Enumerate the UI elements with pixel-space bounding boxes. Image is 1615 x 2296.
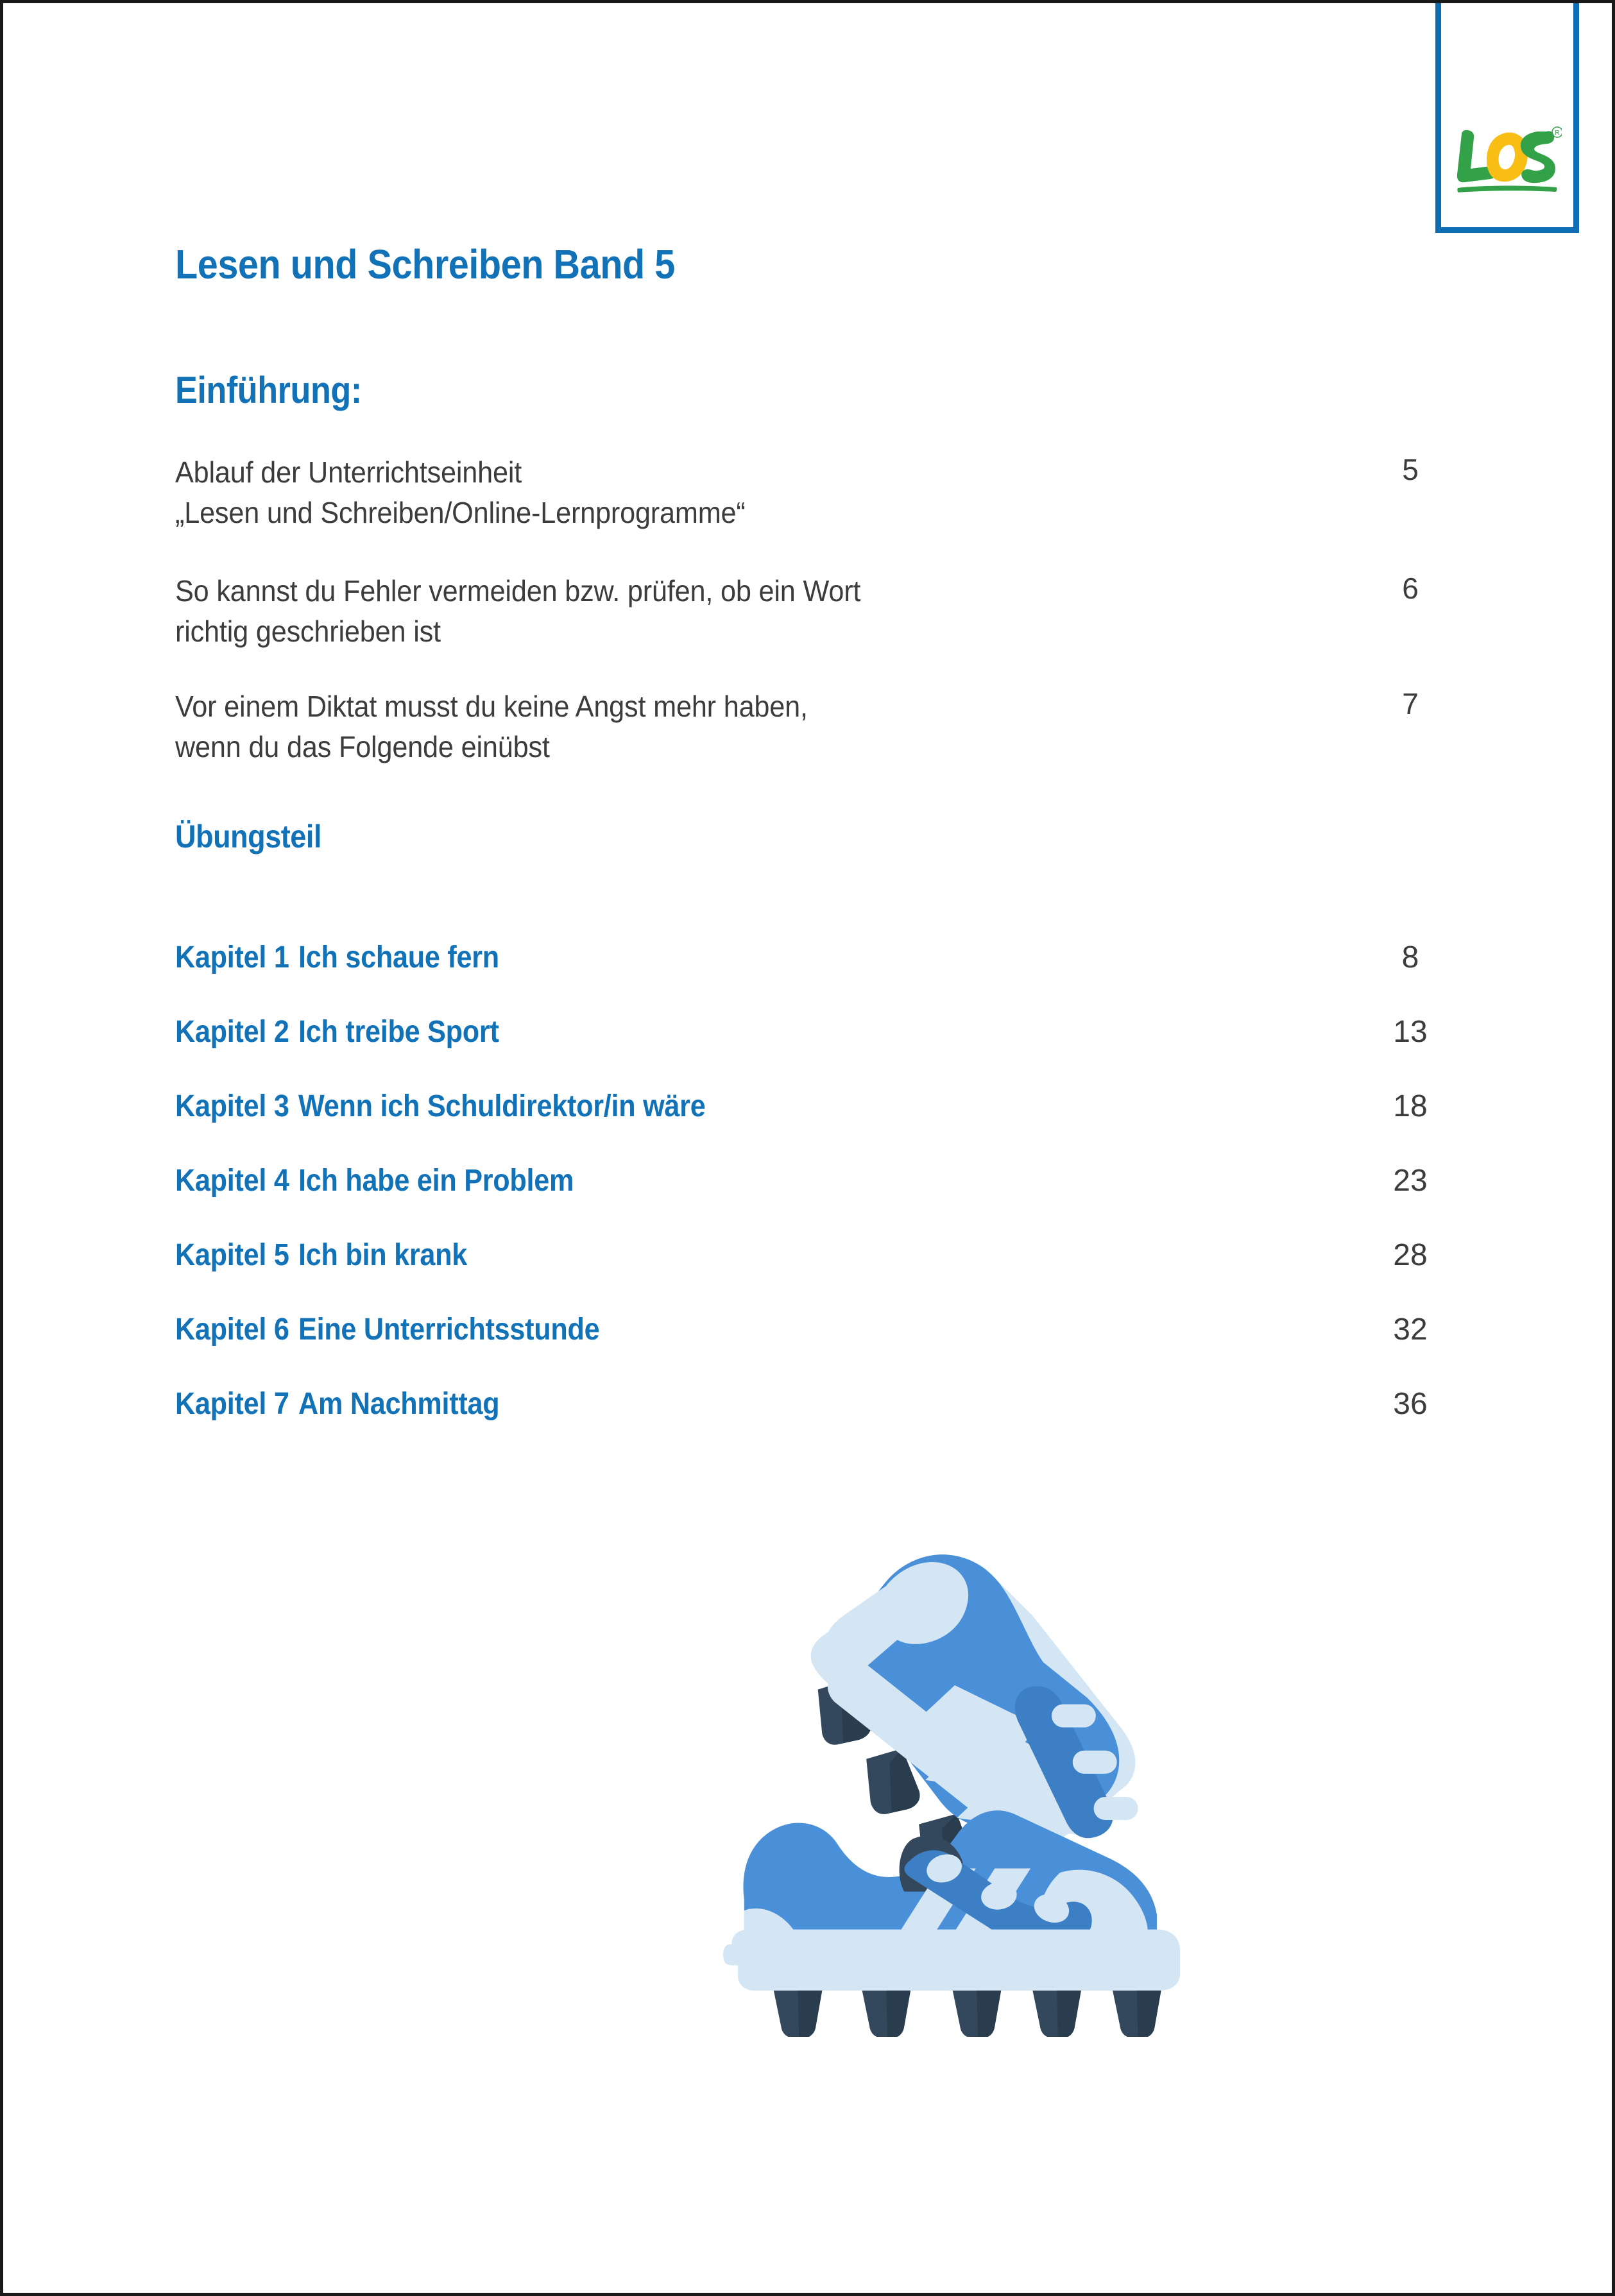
toc-chapter-row[interactable] [175,1312,1428,1350]
svg-text:R: R [1555,130,1560,137]
toc-chapter-label: Ich treibe Sport [298,1015,499,1049]
front-studs [774,1991,1161,2037]
toc-chapter-label: Am Nachmittag [298,1387,500,1421]
front-shoe-outsole [723,1930,1180,1991]
los-logo [1453,124,1562,194]
toc-chapter-number: Kapitel 4 [175,1164,289,1198]
toc-intro-line2: wenn du das Folgende einübst [175,729,550,763]
toc-chapter-title [175,1089,705,1124]
toc-chapter-title [175,1312,599,1347]
toc-chapter-title [175,940,499,975]
toc-chapter-row[interactable] [175,940,1419,978]
toc-intro-page-number: 6 [1402,572,1419,605]
toc-chapter-number: Kapitel 7 [175,1387,289,1421]
toc-chapter-title [175,1237,467,1273]
front-stud-2-shade [886,1991,910,2037]
toc-intro-line1: Ablauf der Unterrichtseinheit [175,455,522,489]
toc-chapter-label: Wenn ich Schuldirektor/in wäre [298,1089,706,1123]
back-eyelet-3 [1094,1797,1138,1820]
toc-chapter-row[interactable] [175,1386,1428,1425]
section-heading-uebungsteil: Übungsteil [175,819,321,855]
front-stud-3-shade [977,1991,1001,2037]
logo-underline [1457,185,1557,192]
toc-chapter-label: Ich schaue fern [298,940,499,974]
toc-intro-line2: „Lesen und Schreiben/Online-Lernprogramme“ [175,495,746,529]
toc-intro-text [175,571,1201,651]
front-stud-5-shade [1137,1991,1161,2037]
toc-chapter-row[interactable] [175,1237,1428,1276]
toc-chapter-page-number: 23 [1393,1164,1428,1198]
toc-chapter-number: Kapitel 6 [175,1313,289,1347]
toc-chapter-page-number: 32 [1393,1313,1428,1347]
toc-chapter-title [175,1386,499,1422]
toc-chapter-row[interactable] [175,1089,1428,1127]
toc-intro-page-number: 7 [1402,687,1419,720]
toc-intro-page-number: 5 [1402,453,1419,486]
toc-chapter-number: Kapitel 5 [175,1238,289,1272]
front-stud-4-shade [1057,1991,1081,2037]
toc-intro-entry[interactable] [175,452,1419,532]
toc-chapter-row[interactable] [175,1014,1428,1053]
registered-mark-icon [1552,127,1562,137]
toc-chapter-number: Kapitel 2 [175,1015,289,1049]
toc-intro-line1: So kannst du Fehler vermeiden bzw. prüfen, ob ein Wort [175,574,861,608]
toc-chapter-page-number: 28 [1393,1238,1428,1272]
back-eyelet-2 [1073,1751,1117,1774]
toc-intro-entry[interactable] [175,571,1419,651]
section-heading-einfuehrung: Einführung: [175,370,362,411]
toc-chapter-title [175,1163,574,1198]
soccer-cleats-illustration [685,1498,1224,2037]
front-cleat [723,1810,1180,2037]
toc-intro-text [175,452,1201,532]
toc-chapter-number: Kapitel 3 [175,1089,289,1123]
toc-chapter-page-number: 36 [1393,1387,1428,1421]
toc-intro-line2: richtig geschrieben ist [175,614,441,648]
toc-chapter-page-number: 8 [1401,940,1419,974]
front-stud-1-shade [798,1991,823,2037]
toc-intro-text [175,686,1201,767]
toc-chapter-title [175,1014,499,1050]
toc-intro-entry[interactable] [175,686,1419,767]
toc-chapter-label: Eine Unterrichtsstunde [298,1313,600,1347]
toc-chapter-label: Ich bin krank [298,1238,468,1272]
toc-chapter-number: Kapitel 1 [175,940,289,974]
toc-intro-line1: Vor einem Diktat musst du keine Angst mehr haben, [175,690,808,723]
logo-frame [1435,0,1579,233]
toc-chapter-label: Ich habe ein Problem [298,1164,574,1198]
toc-chapter-page-number: 13 [1393,1015,1428,1049]
toc-chapter-page-number: 18 [1393,1089,1428,1123]
back-eyelet-1 [1052,1705,1096,1728]
toc-chapter-row[interactable] [175,1163,1428,1202]
page-title: Lesen und Schreiben Band 5 [175,241,675,287]
